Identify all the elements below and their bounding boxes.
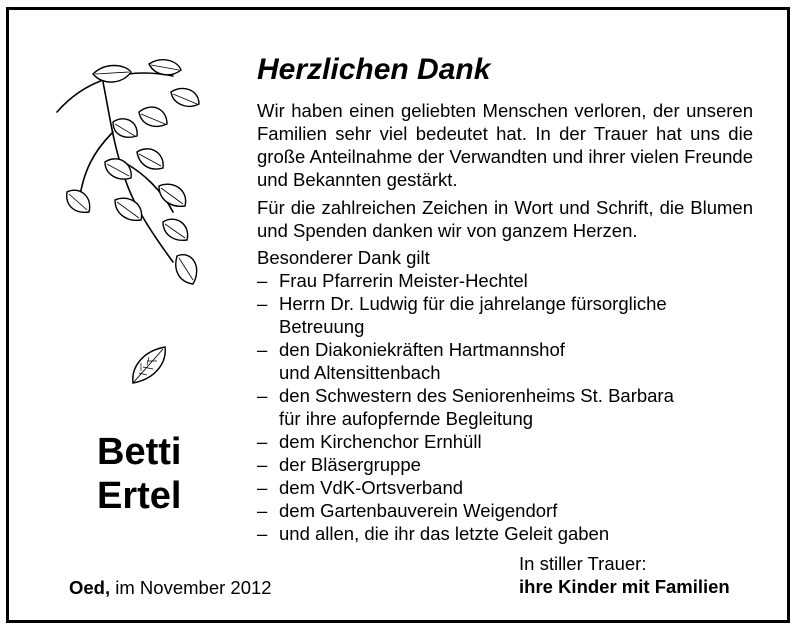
list-dash: – bbox=[257, 339, 268, 360]
place: Oed, bbox=[69, 577, 111, 598]
list-dash: – bbox=[257, 500, 268, 521]
deceased-last-name: Ertel bbox=[97, 475, 182, 517]
list-item bbox=[257, 430, 674, 453]
list-dash: – bbox=[257, 270, 268, 291]
list-item-line: und allen, die ihr das letzte Geleit gaben bbox=[279, 523, 610, 544]
list-dash: – bbox=[257, 454, 268, 475]
list-item bbox=[257, 292, 674, 338]
list-item bbox=[257, 476, 674, 499]
list-item-line: Herrn Dr. Ludwig für die jahrelange fürsorgliche bbox=[279, 293, 667, 314]
list-dash: – bbox=[257, 431, 268, 452]
list-dash: – bbox=[257, 293, 268, 314]
signature-line1: In stiller Trauer: bbox=[519, 553, 647, 574]
signature-line2: ihre Kinder mit Familien bbox=[519, 576, 730, 597]
list-item-line: den Schwestern des Seniorenheims St. Barbara bbox=[279, 385, 674, 406]
list-dash: – bbox=[257, 385, 268, 406]
obituary-card bbox=[6, 7, 790, 623]
list-item-line: Betreuung bbox=[279, 316, 365, 337]
list-item-line: den Diakoniekräften Hartmannshof bbox=[279, 339, 565, 360]
page-title: Herzlichen Dank bbox=[257, 53, 491, 86]
deceased-first-name: Betti bbox=[97, 431, 182, 473]
date-text: im November 2012 bbox=[115, 577, 272, 598]
place-date bbox=[69, 576, 272, 599]
thanks-list bbox=[257, 269, 674, 545]
paragraph-loss: Wir haben einen geliebten Menschen verloren, der unseren Familien sehr viel bedeutet hat. In der Trauer hat uns die große Anteilnahme der Verwandten und ihrer vielen Freunde und Bekannten gestärkt. bbox=[257, 100, 753, 190]
list-item-line: für ihre aufopfernde Begleitung bbox=[279, 408, 534, 429]
thanks-intro: Besonderer Dank gilt bbox=[257, 247, 430, 268]
list-item bbox=[257, 384, 674, 430]
deceased-name bbox=[97, 430, 197, 518]
list-item-line: dem Kirchenchor Ernhüll bbox=[279, 431, 482, 452]
birch-branch-icon bbox=[53, 52, 213, 302]
list-item-line: Frau Pfarrerin Meister-Hechtel bbox=[279, 270, 528, 291]
list-item bbox=[257, 453, 674, 476]
signature bbox=[519, 552, 730, 598]
list-dash: – bbox=[257, 477, 268, 498]
list-dash: – bbox=[257, 523, 268, 544]
list-item bbox=[257, 269, 674, 292]
leaf-icon bbox=[127, 343, 171, 387]
list-item-line: der Bläsergruppe bbox=[279, 454, 421, 475]
list-item bbox=[257, 522, 674, 545]
list-item-line: dem Gartenbauverein Weigendorf bbox=[279, 500, 558, 521]
list-item-line: und Altensittenbach bbox=[279, 362, 441, 383]
list-item bbox=[257, 499, 674, 522]
list-item bbox=[257, 338, 674, 384]
list-item-line: dem VdK-Ortsverband bbox=[279, 477, 464, 498]
paragraph-thanks: Für die zahlreichen Zeichen in Wort und Schrift, die Blumen und Spenden danken wir von ganzem Herzen. bbox=[257, 197, 753, 241]
